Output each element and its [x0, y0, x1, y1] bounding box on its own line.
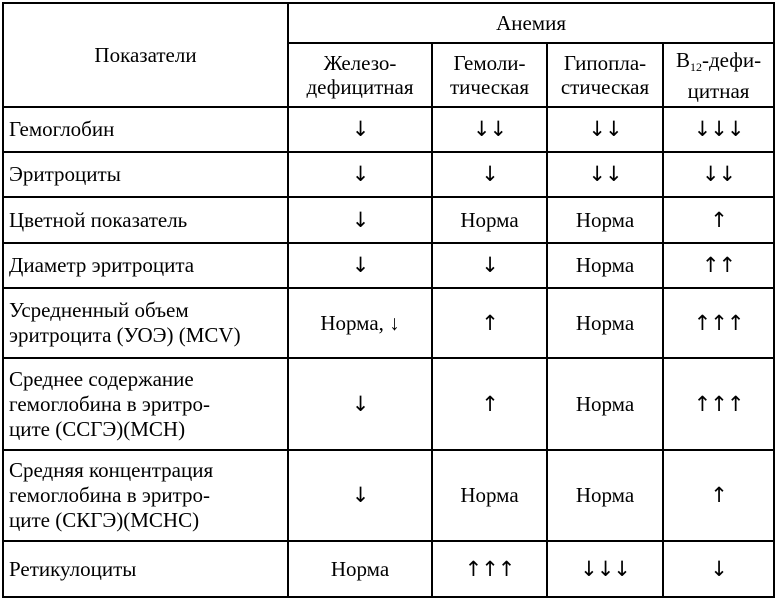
cell-value: ↓: [288, 197, 432, 243]
cell-value: ↓: [663, 541, 774, 597]
cell-value: ↑: [432, 358, 547, 450]
header-b12-deficiency: $B_{12}-дефи-$ цитная: [663, 43, 774, 107]
row-label: Средняя концентрация гемоглобина в эритро- ците (СКГЭ)(MCHC): [3, 450, 288, 541]
cell-value: ↑↑↑: [663, 358, 774, 450]
cell-value: ↓: [288, 450, 432, 541]
cell-value: Норма: [547, 243, 663, 288]
cell-value: ↑: [432, 288, 547, 358]
cell-value: ↓: [432, 243, 547, 288]
header-indicators: Показатели: [3, 3, 288, 107]
header-hemolytic: Гемоли- тическая: [432, 43, 547, 107]
table-row: [3, 450, 774, 541]
header-hypoplastic: Гипопла- стическая: [547, 43, 663, 107]
row-label: Усредненный объем эритроцита (УОЭ) (MCV): [3, 288, 288, 358]
table-row: [3, 152, 774, 197]
table-row: [3, 541, 774, 597]
cell-value: Норма: [547, 197, 663, 243]
anemia-indicators-table: [2, 2, 775, 598]
cell-value: ↓: [288, 152, 432, 197]
cell-value: ↑↑: [663, 243, 774, 288]
cell-value: ↓: [288, 243, 432, 288]
table-row: [3, 288, 774, 358]
cell-value: Норма: [547, 288, 663, 358]
row-label: Гемоглобин: [3, 107, 288, 152]
table-row: [3, 243, 774, 288]
header-iron-deficiency: Железо- дефицитная: [288, 43, 432, 107]
cell-value: ↓↓↓: [547, 541, 663, 597]
row-label: Цветной показатель: [3, 197, 288, 243]
cell-value: ↑↑↑: [432, 541, 547, 597]
table-row: [3, 107, 774, 152]
cell-value: ↓: [288, 358, 432, 450]
cell-value: ↑: [663, 450, 774, 541]
cell-value: Норма, ↓: [288, 288, 432, 358]
cell-value: Норма: [547, 450, 663, 541]
cell-value: Норма: [432, 450, 547, 541]
cell-value: Норма: [432, 197, 547, 243]
row-label: Эритроциты: [3, 152, 288, 197]
cell-value: ↓↓: [547, 107, 663, 152]
header-anemia: Анемия: [288, 3, 774, 43]
cell-value: ↓↓: [547, 152, 663, 197]
table-row: [3, 197, 774, 243]
cell-value: ↓: [432, 152, 547, 197]
cell-value: ↑: [663, 197, 774, 243]
cell-value: Норма: [288, 541, 432, 597]
cell-value: ↓: [288, 107, 432, 152]
cell-value: ↓↓: [663, 152, 774, 197]
cell-value: ↓↓: [432, 107, 547, 152]
row-label: Ретикулоциты: [3, 541, 288, 597]
cell-value: Норма: [547, 358, 663, 450]
row-label: Диаметр эритроцита: [3, 243, 288, 288]
cell-value: ↑↑↑: [663, 288, 774, 358]
cell-value: ↓↓↓: [663, 107, 774, 152]
row-label: Среднее содержание гемоглобина в эритро- ците (ССГЭ)(MCH): [3, 358, 288, 450]
table-row: [3, 358, 774, 450]
